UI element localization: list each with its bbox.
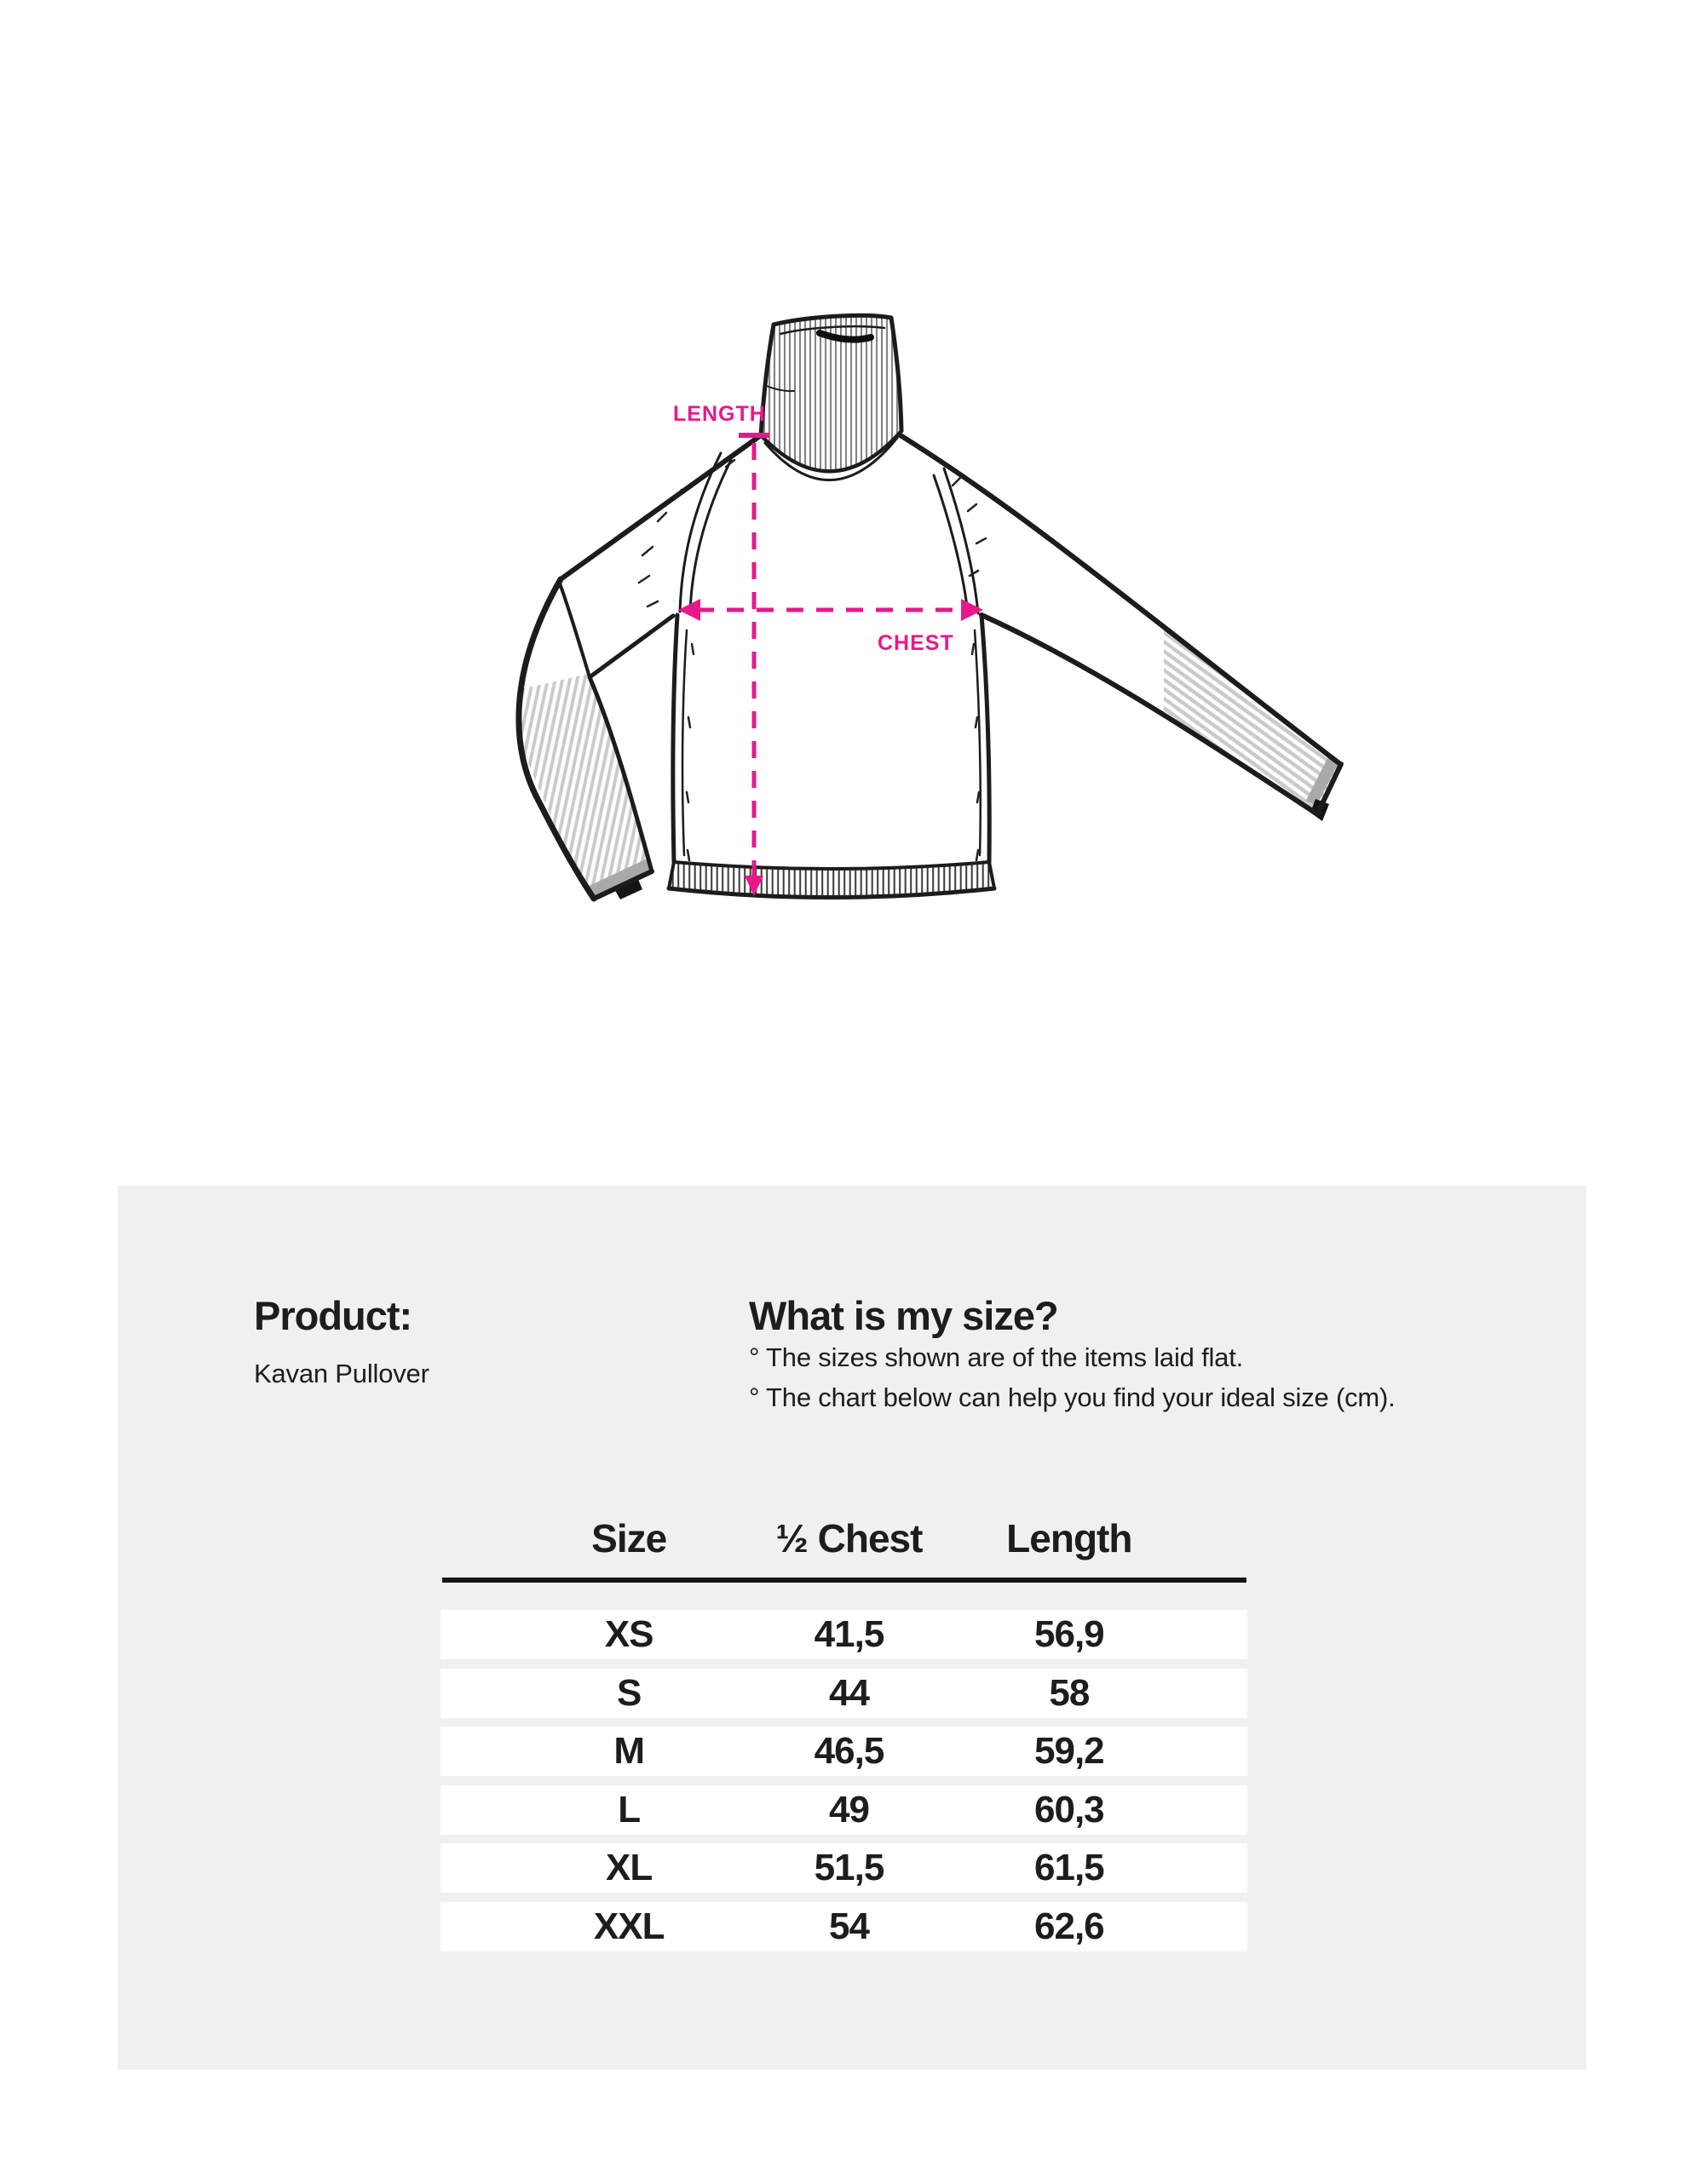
- size-table-header: [440, 1516, 1247, 1560]
- cell-length: 62,6: [1034, 1905, 1104, 1947]
- size-guide-notes: [749, 1337, 1396, 1417]
- table-row: [440, 1669, 1247, 1718]
- note-line: ° The chart below can help you find your ideal size (cm).: [749, 1382, 1396, 1412]
- cell-half-chest: 49: [829, 1788, 869, 1831]
- length-label: LENGTH: [673, 402, 766, 426]
- cell-length: 58: [1049, 1671, 1090, 1714]
- cell-size: L: [618, 1788, 641, 1831]
- note-line: ° The sizes shown are of the items laid flat.: [749, 1342, 1244, 1372]
- cell-half-chest: 51,5: [814, 1847, 884, 1888]
- cell-half-chest: 44: [829, 1671, 869, 1714]
- table-row: [440, 1785, 1247, 1835]
- cell-size: XL: [606, 1847, 653, 1888]
- cell-length: 60,3: [1034, 1788, 1104, 1831]
- table-row: [440, 1610, 1247, 1659]
- table-row: [440, 1727, 1247, 1776]
- cell-half-chest: 54: [829, 1905, 869, 1947]
- table-row: [440, 1843, 1247, 1893]
- cell-size: S: [616, 1671, 642, 1714]
- cell-half-chest: 41,5: [814, 1613, 884, 1655]
- column-header-half-chest: ½ Chest: [775, 1516, 923, 1560]
- cell-size: XXL: [593, 1905, 665, 1947]
- info-panel: [118, 1186, 1586, 2070]
- cell-length: 56,9: [1034, 1613, 1104, 1655]
- size-guide-heading: What is my size?: [749, 1293, 1058, 1338]
- chest-label: CHEST: [878, 631, 954, 655]
- product-heading: Product:: [254, 1293, 412, 1338]
- column-header-size: Size: [591, 1516, 667, 1560]
- column-header-length: Length: [1006, 1516, 1132, 1560]
- cell-size: M: [613, 1730, 644, 1772]
- cell-length: 59,2: [1034, 1730, 1104, 1772]
- cell-length: 61,5: [1034, 1847, 1104, 1888]
- cell-size: XS: [604, 1613, 653, 1655]
- size-table-rows: [440, 1610, 1247, 1951]
- table-header-rule: [442, 1578, 1246, 1583]
- turtleneck-collar: [761, 315, 901, 480]
- hem-band: [669, 862, 994, 898]
- table-row: [440, 1902, 1247, 1951]
- product-name: Kavan Pullover: [254, 1359, 429, 1388]
- cell-half-chest: 46,5: [814, 1730, 884, 1772]
